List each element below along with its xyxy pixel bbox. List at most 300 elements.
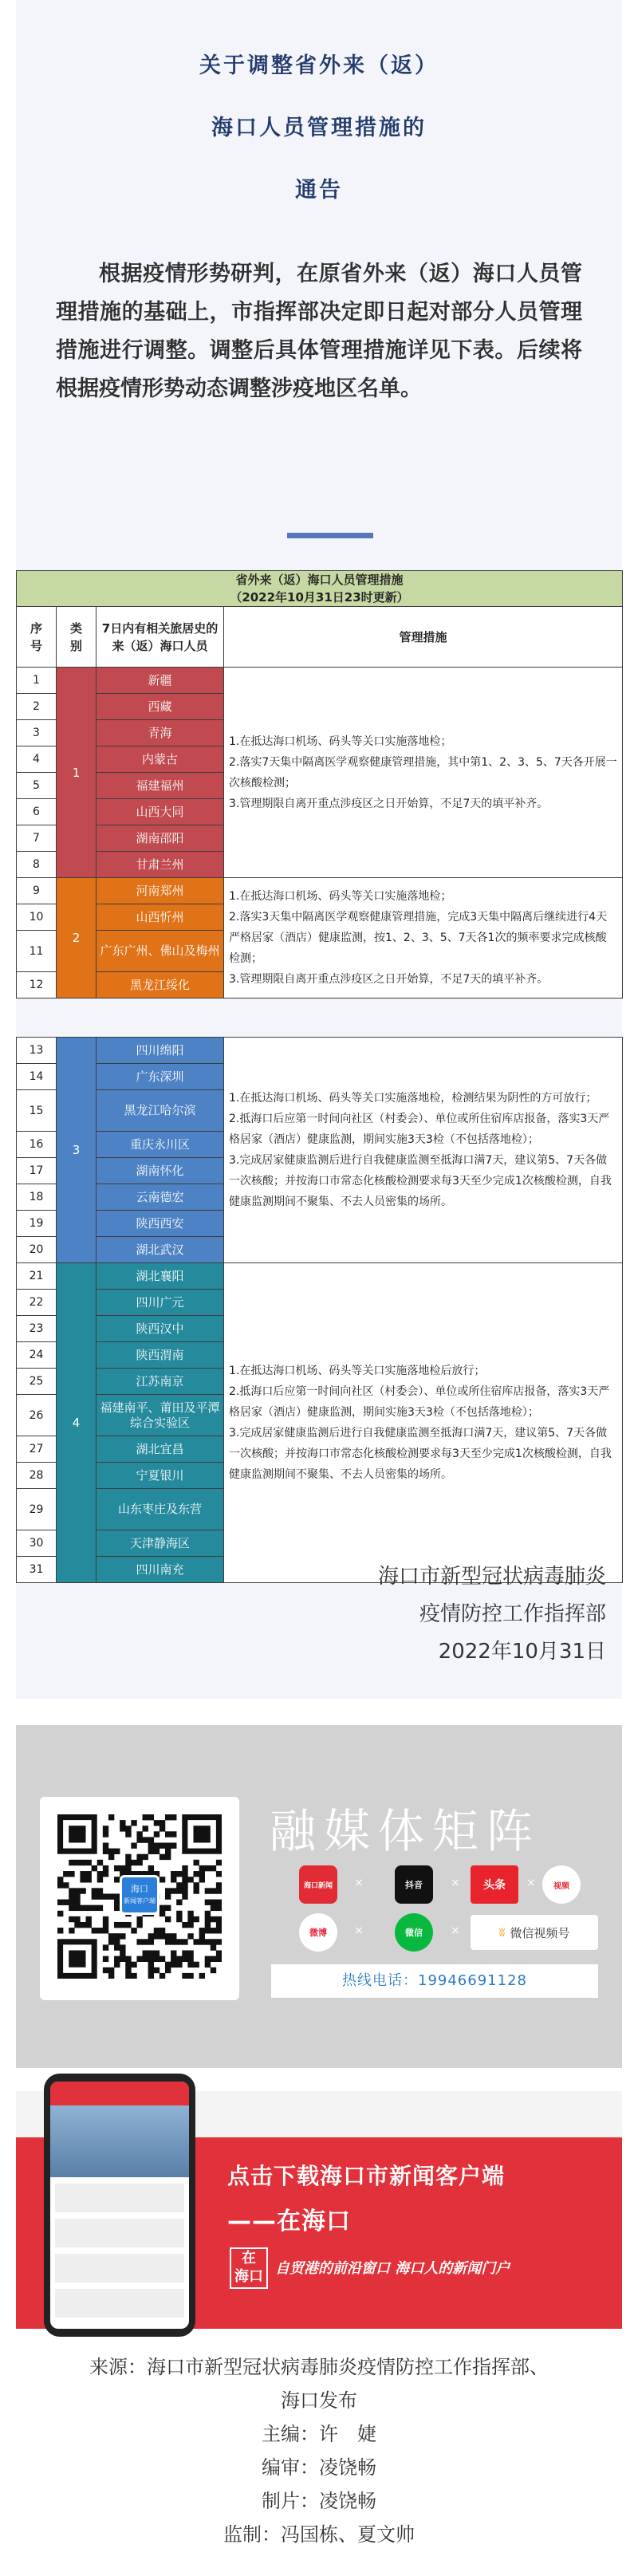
banner-slogan: 自贸港的前沿窗口 海口人的新闻门户 xyxy=(275,2260,510,2277)
qr-module xyxy=(211,1916,216,1922)
qr-module xyxy=(216,1950,222,1956)
qr-module xyxy=(103,1916,108,1922)
qr-module xyxy=(136,1854,142,1860)
times-sign: × xyxy=(526,1877,536,1889)
douyin-label: 抖音 xyxy=(405,1880,423,1890)
qr-module xyxy=(182,1973,187,1979)
qr-module xyxy=(205,1939,211,1944)
table-caption-title: 省外来（返）海口人员管理措施 xyxy=(235,573,404,587)
qr-module xyxy=(125,1860,131,1865)
row-index: 16 xyxy=(17,1132,57,1158)
qr-module xyxy=(193,1882,199,1888)
qr-module xyxy=(160,1877,165,1882)
region-cell: 四川绵阳 xyxy=(96,1038,224,1064)
qr-module xyxy=(125,1956,131,1962)
qr-module xyxy=(187,1933,193,1939)
phone-list-item xyxy=(55,2289,184,2318)
qr-module xyxy=(199,1939,205,1944)
qr-module xyxy=(199,1865,205,1871)
qr-module xyxy=(165,1962,171,1967)
credit-source: 来源：海口市新型冠状病毒肺炎疫情防控工作指挥部、 xyxy=(89,2356,549,2378)
row-index: 27 xyxy=(17,1436,57,1463)
qr-module xyxy=(148,1865,154,1871)
logo-line-1: 在 xyxy=(242,2250,256,2267)
row-index: 14 xyxy=(17,1064,57,1090)
region-cell: 湖南怀化 xyxy=(96,1158,224,1184)
qr-module xyxy=(63,1871,69,1877)
row-index: 4 xyxy=(17,746,57,773)
qr-module xyxy=(199,1933,205,1939)
qr-module xyxy=(103,1956,108,1962)
haikou-news-label: 海口新闻 xyxy=(303,1881,333,1890)
qr-module xyxy=(143,1826,148,1831)
qr-module xyxy=(154,1928,160,1933)
qr-module xyxy=(216,1905,222,1911)
qr-module xyxy=(63,1882,69,1888)
qr-module xyxy=(136,1837,142,1842)
qr-module xyxy=(171,1939,176,1944)
signature-date: 2022年10月31日 xyxy=(438,1640,606,1664)
qr-logo-line-1: 海口 xyxy=(131,1884,148,1894)
qr-module xyxy=(193,1888,199,1893)
qr-module xyxy=(97,1877,103,1882)
qr-module xyxy=(86,1871,92,1877)
qr-module xyxy=(176,1939,182,1944)
qr-module xyxy=(97,1860,103,1865)
region-cell: 福建南平、莆田及平潭综合实验区 xyxy=(96,1395,224,1436)
haikou-news-icon[interactable] xyxy=(299,1865,337,1904)
qr-module xyxy=(199,1871,205,1877)
qr-module xyxy=(165,1893,171,1899)
qr-module xyxy=(74,1860,80,1865)
credit-editor: 主编：许 婕 xyxy=(262,2423,376,2445)
region-cell: 山西忻州 xyxy=(96,904,224,931)
qr-module xyxy=(160,1854,165,1860)
qr-module xyxy=(114,1865,120,1871)
qr-module xyxy=(86,1905,92,1911)
qr-module xyxy=(160,1911,165,1916)
qr-module xyxy=(182,1871,187,1877)
region-cell: 黑龙江哈尔滨 xyxy=(96,1090,224,1132)
qr-module xyxy=(205,1928,211,1933)
times-sign: × xyxy=(354,1924,364,1937)
credit-producer: 制片：凌饶畅 xyxy=(262,2490,376,2512)
qr-module xyxy=(74,1905,80,1911)
times-sign: × xyxy=(451,1924,460,1937)
qr-module xyxy=(216,1882,222,1888)
region-cell: 新疆 xyxy=(96,668,224,694)
qr-module xyxy=(171,1962,176,1967)
row-index: 9 xyxy=(17,878,57,904)
qr-module xyxy=(216,1888,222,1893)
qr-module xyxy=(148,1933,154,1939)
credit-source-cont: 海口发布 xyxy=(281,2389,357,2412)
qr-module xyxy=(108,1854,114,1860)
measures-cell: 1.在抵达海口机场、码头等关口实施落地检； 2.落实3天集中隔离医学观察健康管理措施，完成3天集中隔离后继续进行4天严格居家（酒店）健康监测，按1、2、3、5、7天各1次的频率要求完成核酸检测； 3.管理期限自离开重点涉疫区之日开始算，不足7天的填平补齐。 xyxy=(224,878,623,998)
qr-module xyxy=(80,1860,85,1865)
douyin-icon[interactable] xyxy=(395,1865,433,1904)
qr-module xyxy=(97,1905,103,1911)
signature-org-line-1: 海口市新型冠状病毒肺炎 xyxy=(377,1565,606,1589)
qr-module xyxy=(114,1933,120,1939)
qr-module xyxy=(143,1854,148,1860)
credit-reviewer: 编审：凌饶畅 xyxy=(262,2456,376,2479)
row-index: 12 xyxy=(17,972,57,998)
qr-module xyxy=(176,1900,182,1905)
qr-module xyxy=(143,1939,148,1944)
qr-module xyxy=(103,1922,108,1928)
table-caption xyxy=(17,571,623,607)
table-row xyxy=(17,668,623,694)
qr-module xyxy=(187,1950,193,1956)
qr-module xyxy=(211,1888,216,1893)
qr-module xyxy=(165,1939,171,1944)
qr-module xyxy=(136,1860,142,1865)
qr-module xyxy=(74,1922,80,1928)
qr-module xyxy=(103,1871,108,1877)
matrix-title: 融媒体矩阵 xyxy=(270,1804,542,1858)
qr-module xyxy=(108,1893,114,1899)
qr-module xyxy=(69,1871,74,1877)
phone-list-item xyxy=(55,2184,184,2212)
qr-module xyxy=(125,1865,131,1871)
qr-module xyxy=(154,1956,160,1962)
qr-center-logo xyxy=(120,1875,160,1915)
row-index: 20 xyxy=(17,1237,57,1263)
qr-module xyxy=(205,1911,211,1916)
notice-title-line-2: 海口人员管理措施的 xyxy=(211,116,427,140)
times-sign: × xyxy=(451,1877,460,1889)
qr-module xyxy=(160,1933,165,1939)
region-cell: 陕西渭南 xyxy=(96,1342,224,1369)
banner-headline: 点击下载海口市新闻客户端 xyxy=(227,2163,506,2189)
qr-module xyxy=(74,1888,80,1893)
toutiao-icon[interactable] xyxy=(471,1865,518,1904)
qr-module xyxy=(131,1928,136,1933)
qr-module xyxy=(154,1950,160,1956)
qr-module xyxy=(182,1956,187,1962)
qr-module xyxy=(199,1928,205,1933)
region-cell: 山东枣庄及东营 xyxy=(96,1489,224,1530)
qr-module xyxy=(108,1933,114,1939)
qr-module xyxy=(143,1956,148,1962)
qr-module xyxy=(193,1916,199,1922)
qr-module xyxy=(182,1882,187,1888)
qr-module xyxy=(211,1865,216,1871)
qr-module xyxy=(120,1950,125,1956)
wechat-channels-label: 微信视频号 xyxy=(510,1925,570,1940)
qr-finder-pattern xyxy=(193,1826,210,1842)
qr-module xyxy=(136,1916,142,1922)
qr-module xyxy=(148,1973,154,1979)
row-index: 18 xyxy=(17,1184,57,1211)
qr-module xyxy=(114,1962,120,1967)
qr-module xyxy=(69,1900,74,1905)
qr-module xyxy=(187,1877,193,1882)
qr-module xyxy=(80,1922,85,1928)
region-cell: 湖北襄阳 xyxy=(96,1263,224,1290)
qr-module xyxy=(165,1967,171,1973)
qr-module xyxy=(120,1820,125,1826)
qr-module xyxy=(148,1967,154,1973)
qr-module xyxy=(154,1843,160,1849)
region-cell: 内蒙古 xyxy=(96,746,224,773)
row-index: 1 xyxy=(17,668,57,694)
row-index: 11 xyxy=(17,931,57,972)
region-cell: 江苏南京 xyxy=(96,1369,224,1395)
qr-module xyxy=(80,1871,85,1877)
region-cell: 河南郑州 xyxy=(96,878,224,904)
qr-module xyxy=(211,1905,216,1911)
qr-module xyxy=(176,1956,182,1962)
qr-module xyxy=(92,1865,97,1871)
row-index: 19 xyxy=(17,1211,57,1237)
signature-org-line-2: 疫情防控工作指挥部 xyxy=(419,1602,606,1626)
phone-app-header xyxy=(50,2082,189,2105)
qr-module xyxy=(97,1888,103,1893)
qr-module xyxy=(131,1860,136,1865)
category-cell: 4 xyxy=(57,1263,96,1583)
qr-module xyxy=(143,1950,148,1956)
qr-module xyxy=(160,1820,165,1826)
qr-module xyxy=(120,1865,125,1871)
qr-module xyxy=(182,1950,187,1956)
qr-module xyxy=(193,1871,199,1877)
row-index: 6 xyxy=(17,799,57,825)
region-cell: 四川南充 xyxy=(96,1557,224,1583)
region-cell: 湖北宜昌 xyxy=(96,1436,224,1463)
notice-title-line-1: 关于调整省外来（返） xyxy=(199,53,439,78)
qr-module xyxy=(103,1928,108,1933)
qr-module xyxy=(120,1944,125,1950)
media-matrix-panel xyxy=(16,1725,622,2068)
qr-module xyxy=(165,1849,171,1854)
region-cell: 宁夏银川 xyxy=(96,1463,224,1489)
qr-module xyxy=(69,1860,74,1865)
qr-module xyxy=(57,1928,63,1933)
credit-supervisor: 监制：冯国栋、夏文帅 xyxy=(223,2523,415,2546)
qr-module xyxy=(103,1849,108,1854)
qr-module xyxy=(125,1826,131,1831)
table-row xyxy=(17,1038,623,1064)
zai-haikou-logo xyxy=(230,2247,268,2289)
measures-table-part-1 xyxy=(16,570,623,998)
qr-logo-line-2: 新闻客户端 xyxy=(124,1897,156,1904)
qr-module xyxy=(69,1905,74,1911)
region-cell: 黑龙江绥化 xyxy=(96,972,224,998)
row-index: 17 xyxy=(17,1158,57,1184)
qr-module xyxy=(160,1956,165,1962)
wechat-channels-icon: ʬ xyxy=(498,1925,506,1940)
qr-module xyxy=(108,1814,114,1820)
qr-module xyxy=(80,1905,85,1911)
qr-module xyxy=(176,1911,182,1916)
row-index: 26 xyxy=(17,1395,57,1436)
qr-module xyxy=(216,1922,222,1928)
qr-module xyxy=(114,1849,120,1854)
qr-module xyxy=(171,1888,176,1893)
qr-module xyxy=(160,1843,165,1849)
qr-module xyxy=(108,1939,114,1944)
qr-finder-pattern xyxy=(69,1826,85,1842)
header-index: 序号 xyxy=(17,607,57,668)
row-index: 21 xyxy=(17,1263,57,1290)
notice-panel xyxy=(16,0,622,1699)
qr-module xyxy=(171,1933,176,1939)
row-index: 15 xyxy=(17,1090,57,1132)
qr-module xyxy=(114,1956,120,1962)
qr-module xyxy=(154,1849,160,1854)
qr-module xyxy=(148,1962,154,1967)
qr-module xyxy=(103,1831,108,1837)
row-index: 7 xyxy=(17,825,57,852)
qr-module xyxy=(57,1900,63,1905)
qr-module xyxy=(136,1956,142,1962)
qr-module xyxy=(193,1939,199,1944)
qr-module xyxy=(148,1849,154,1854)
toutiao-label: 头条 xyxy=(483,1879,506,1892)
qr-module xyxy=(108,1967,114,1973)
notice-title-line-3: 通告 xyxy=(295,178,343,203)
row-index: 23 xyxy=(17,1316,57,1342)
qr-module xyxy=(176,1916,182,1922)
section-divider xyxy=(287,533,373,538)
region-cell: 四川广元 xyxy=(96,1290,224,1316)
qr-module xyxy=(171,1831,176,1837)
qr-module xyxy=(216,1871,222,1877)
qr-module xyxy=(143,1837,148,1842)
phone-list-item xyxy=(55,2219,184,2247)
qr-module xyxy=(131,1843,136,1849)
qr-module xyxy=(171,1843,176,1849)
measures-cell: 1.在抵达海口机场、码头等关口实施落地检； 2.落实7天集中隔离医学观察健康管理措施，其中第1、2、3、5、7天各开展一次核酸检测； 3.管理期限自离开重点涉疫区之日开始算，不足7天的填平补齐。 xyxy=(224,668,623,878)
qr-module xyxy=(205,1916,211,1922)
row-index: 24 xyxy=(17,1342,57,1369)
qr-module xyxy=(171,1950,176,1956)
qr-module xyxy=(86,1860,92,1865)
video-play-icon[interactable] xyxy=(542,1865,581,1904)
qr-module xyxy=(103,1865,108,1871)
row-index: 10 xyxy=(17,904,57,931)
qr-module xyxy=(125,1962,131,1967)
qr-module xyxy=(125,1854,131,1860)
qr-module xyxy=(211,1928,216,1933)
qr-module xyxy=(125,1973,131,1979)
logo-line-2: 海口 xyxy=(234,2268,263,2285)
qr-module xyxy=(92,1905,97,1911)
row-index: 5 xyxy=(17,773,57,799)
qr-module xyxy=(92,1888,97,1893)
qr-module xyxy=(74,1893,80,1899)
qr-module xyxy=(216,1860,222,1865)
qr-module xyxy=(148,1843,154,1849)
region-cell: 陕西西安 xyxy=(96,1211,224,1237)
region-cell: 云南德宏 xyxy=(96,1184,224,1211)
qr-module xyxy=(120,1956,125,1962)
qr-module xyxy=(216,1916,222,1922)
qr-module xyxy=(131,1973,136,1979)
qr-module xyxy=(211,1956,216,1962)
row-index: 25 xyxy=(17,1369,57,1395)
qr-module xyxy=(205,1956,211,1962)
qr-module xyxy=(57,1877,63,1882)
qr-module xyxy=(216,1939,222,1944)
wechat-label: 微信 xyxy=(405,1928,423,1938)
qr-module xyxy=(131,1820,136,1826)
qr-module xyxy=(69,1893,74,1899)
qr-module xyxy=(171,1871,176,1877)
region-cell: 湖北武汉 xyxy=(96,1237,224,1263)
wechat-channels-badge[interactable] xyxy=(471,1915,598,1950)
wechat-icon[interactable] xyxy=(395,1913,433,1952)
qr-module xyxy=(114,1939,120,1944)
video-label: 视频 xyxy=(553,1881,569,1891)
qr-module xyxy=(199,1877,205,1882)
qr-module xyxy=(148,1939,154,1944)
region-cell: 重庆永川区 xyxy=(96,1132,224,1158)
region-cell: 广东广州、佛山及梅州 xyxy=(96,931,224,972)
qr-module xyxy=(69,1928,74,1933)
qr-module xyxy=(182,1877,187,1882)
qr-module xyxy=(160,1826,165,1831)
qr-module xyxy=(80,1888,85,1893)
qr-module xyxy=(176,1882,182,1888)
qr-module xyxy=(143,1814,148,1820)
qr-module xyxy=(148,1814,154,1820)
times-sign: × xyxy=(354,1877,364,1889)
qr-module xyxy=(136,1939,142,1944)
measures-cell: 1.在抵达海口机场、码头等关口实施落地检后放行； 2.抵海口后应第一时间向社区（村委会）、单位或所住宿库店报备，落实3天严格居家（酒店）健康监测，期间实施3天3检（不包括落地检）； 3.完成居家健康监测后进行自我健康监测至抵海口满7天，建议第5、7天各做一次核酸；并按海口市常态化核酸检测要求每3天至少完成1次核酸检测，自我健康监测期间不聚集、不去人员密集的场所。 xyxy=(224,1263,623,1583)
row-index: 28 xyxy=(17,1463,57,1489)
qr-module xyxy=(193,1860,199,1865)
table-row xyxy=(17,1263,623,1290)
qr-module xyxy=(131,1962,136,1967)
qr-module xyxy=(165,1814,171,1820)
qr-module xyxy=(97,1893,103,1899)
qr-module xyxy=(165,1843,171,1849)
qr-module xyxy=(193,1962,199,1967)
qr-module xyxy=(176,1888,182,1893)
qr-module xyxy=(182,1888,187,1893)
qr-module xyxy=(103,1944,108,1950)
qr-module xyxy=(160,1973,165,1979)
qr-module xyxy=(165,1905,171,1911)
qr-module xyxy=(205,1900,211,1905)
category-cell: 3 xyxy=(57,1038,96,1263)
qr-module xyxy=(103,1826,108,1831)
weibo-icon[interactable] xyxy=(299,1913,337,1952)
qr-module xyxy=(182,1865,187,1871)
qr-module xyxy=(108,1849,114,1854)
qr-module xyxy=(114,1944,120,1950)
measures-cell: 1.在抵达海口机场、码头等关口实施落地检，检测结果为阴性的方可放行； 2.抵海口后应第一时间向社区（村委会）、单位或所住宿库店报备，落实3天严格居家（酒店）健康监测，期间实施3天3检（不包括落地检）； 3.完成居家健康监测后进行自我健康监测至抵海口满7天，建议第5、7天各做一次核酸；并按海口市常态化核酸检测要求每3天至少完成1次核酸检测，自我健康监测期间不聚集、不去人员密集的场所。 xyxy=(224,1038,623,1263)
qr-module xyxy=(187,1956,193,1962)
qr-module xyxy=(171,1956,176,1962)
qr-module xyxy=(86,1922,92,1928)
qr-code-card[interactable] xyxy=(40,1797,239,2000)
category-cell: 1 xyxy=(57,668,96,878)
qr-module xyxy=(176,1871,182,1877)
qr-module xyxy=(216,1928,222,1933)
header-travel-history: 7日内有相关旅居史的来（返）海口人员 xyxy=(96,607,224,668)
row-index: 29 xyxy=(17,1489,57,1530)
hotline: 热线电话：19946691128 xyxy=(271,1964,598,1998)
qr-module xyxy=(57,1882,63,1888)
region-cell: 湖南邵阳 xyxy=(96,825,224,852)
row-index: 30 xyxy=(17,1530,57,1557)
qr-module xyxy=(74,1916,80,1922)
qr-module xyxy=(199,1973,205,1979)
